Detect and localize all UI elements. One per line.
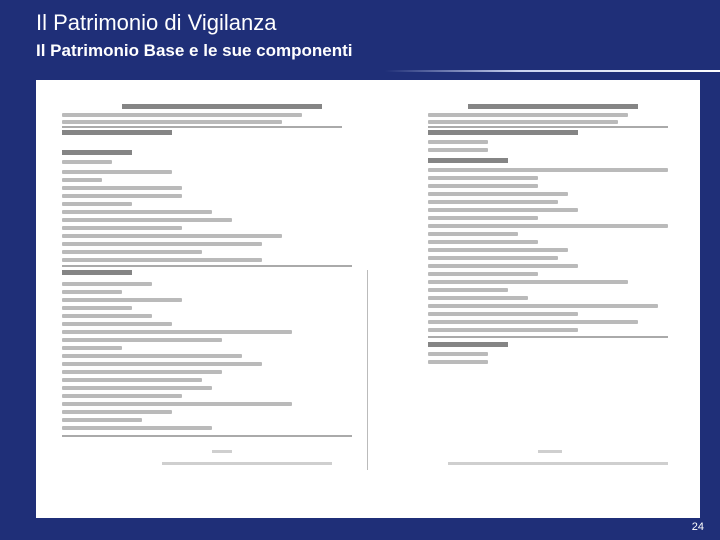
page-right-section-title bbox=[428, 130, 578, 135]
page-number: 24 bbox=[691, 521, 704, 533]
slide-footer bbox=[0, 518, 720, 540]
slide-title: Il Patrimonio di Vigilanza bbox=[36, 10, 277, 35]
page-separator bbox=[367, 270, 368, 470]
page-left-heading bbox=[122, 104, 322, 109]
scanned-page-right bbox=[428, 80, 678, 518]
page-left-section-title bbox=[62, 130, 172, 135]
page-right-heading bbox=[468, 104, 638, 109]
scanned-page-left bbox=[62, 80, 362, 518]
slide-subtitle: Il Patrimonio Base e le sue componenti bbox=[36, 41, 353, 60]
slide-header bbox=[0, 0, 720, 78]
header-divider bbox=[385, 70, 720, 72]
scanned-document-area bbox=[36, 80, 700, 518]
